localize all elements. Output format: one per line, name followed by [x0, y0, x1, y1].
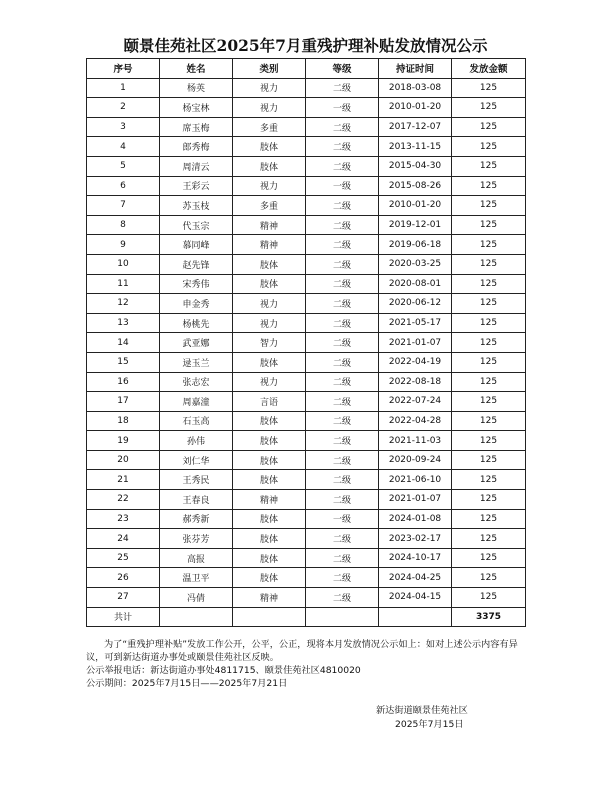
signature-org: 新达街道颐景佳苑社区 — [376, 705, 468, 716]
cell-category: 肢体 — [233, 431, 306, 451]
cell-index: 25 — [87, 548, 160, 568]
header-name: 姓名 — [160, 59, 233, 79]
cell-category: 视力 — [233, 294, 306, 314]
cell-index: 19 — [87, 431, 160, 451]
cell-index: 26 — [87, 568, 160, 588]
cell-amount: 125 — [452, 215, 526, 235]
cell-amount: 125 — [452, 588, 526, 608]
cell-name: 周嘉潼 — [160, 392, 233, 412]
cell-amount: 125 — [452, 254, 526, 274]
cell-name: 代玉宗 — [160, 215, 233, 235]
cell-index: 9 — [87, 235, 160, 255]
cell-name: 赵先锋 — [160, 254, 233, 274]
cell-name: 席玉梅 — [160, 117, 233, 137]
cell-category: 精神 — [233, 490, 306, 510]
cell-index: 17 — [87, 392, 160, 412]
table-row — [87, 431, 526, 451]
cell-certificate-date: 2018-03-08 — [379, 78, 452, 98]
cell-index: 6 — [87, 176, 160, 196]
cell-certificate-date: 2022-04-19 — [379, 352, 452, 372]
table-row — [87, 235, 526, 255]
table-row — [87, 411, 526, 431]
cell-grade: 二级 — [306, 235, 379, 255]
cell-name: 郎秀梅 — [160, 137, 233, 157]
cell-amount: 125 — [452, 294, 526, 314]
cell-amount: 125 — [452, 117, 526, 137]
table-header-row — [87, 59, 526, 79]
cell-grade: 二级 — [306, 392, 379, 412]
notice-period: 公示期间：2025年7月15日——2025年7月21日 — [86, 678, 288, 689]
cell-grade: 二级 — [306, 568, 379, 588]
cell-grade: 二级 — [306, 411, 379, 431]
cell-amount: 125 — [452, 176, 526, 196]
cell-category: 多重 — [233, 117, 306, 137]
cell-grade: 二级 — [306, 313, 379, 333]
table-row — [87, 470, 526, 490]
cell-category: 肢体 — [233, 274, 306, 294]
cell-index: 24 — [87, 529, 160, 549]
cell-name: 宋秀伟 — [160, 274, 233, 294]
cell-certificate-date: 2020-06-12 — [379, 294, 452, 314]
table-row — [87, 137, 526, 157]
cell-amount: 125 — [452, 470, 526, 490]
cell-index: 11 — [87, 274, 160, 294]
cell-certificate-date: 2022-07-24 — [379, 392, 452, 412]
cell-grade: 二级 — [306, 196, 379, 216]
cell-index: 16 — [87, 372, 160, 392]
cell-category: 肢体 — [233, 568, 306, 588]
cell-amount: 125 — [452, 392, 526, 412]
cell-certificate-date: 2015-08-26 — [379, 176, 452, 196]
cell-certificate-date: 2024-04-25 — [379, 568, 452, 588]
table-row — [87, 529, 526, 549]
cell-amount: 125 — [452, 98, 526, 118]
cell-certificate-date: 2021-11-03 — [379, 431, 452, 451]
cell-certificate-date: 2021-06-10 — [379, 470, 452, 490]
cell-category: 言语 — [233, 392, 306, 412]
cell-category: 视力 — [233, 372, 306, 392]
total-empty-cell — [306, 607, 379, 627]
table-row — [87, 196, 526, 216]
cell-category: 肢体 — [233, 548, 306, 568]
cell-name: 张志宏 — [160, 372, 233, 392]
cell-index: 8 — [87, 215, 160, 235]
cell-grade: 二级 — [306, 156, 379, 176]
cell-grade: 一级 — [306, 509, 379, 529]
cell-name: 张芬芳 — [160, 529, 233, 549]
cell-index: 12 — [87, 294, 160, 314]
table-row — [87, 294, 526, 314]
notice-paragraph: 为了“重残护理补贴”发放工作公开，公平，公正，现将本月发放情况公示如上：如对上述公示内容有异议，可到新达街道办事处或颐景佳苑社区反映。 — [86, 639, 518, 663]
cell-grade: 二级 — [306, 450, 379, 470]
table-body — [87, 78, 526, 627]
cell-certificate-date: 2021-01-07 — [379, 333, 452, 353]
table-row — [87, 392, 526, 412]
table-row — [87, 333, 526, 353]
notice-text — [86, 638, 526, 690]
cell-category: 视力 — [233, 313, 306, 333]
cell-certificate-date: 2024-10-17 — [379, 548, 452, 568]
header-certificate-date: 持证时间 — [379, 59, 452, 79]
total-amount: 3375 — [452, 607, 526, 627]
cell-index: 3 — [87, 117, 160, 137]
cell-grade: 二级 — [306, 548, 379, 568]
table-row — [87, 117, 526, 137]
cell-name: 苏玉枝 — [160, 196, 233, 216]
header-category: 类别 — [233, 59, 306, 79]
table-row — [87, 509, 526, 529]
table-row — [87, 352, 526, 372]
cell-index: 13 — [87, 313, 160, 333]
cell-certificate-date: 2019-12-01 — [379, 215, 452, 235]
cell-grade: 二级 — [306, 333, 379, 353]
cell-amount: 125 — [452, 313, 526, 333]
cell-grade: 二级 — [306, 470, 379, 490]
cell-name: 周清云 — [160, 156, 233, 176]
cell-amount: 125 — [452, 352, 526, 372]
table-row — [87, 254, 526, 274]
cell-grade: 二级 — [306, 372, 379, 392]
total-label: 共计 — [87, 607, 160, 627]
header-index: 序号 — [87, 59, 160, 79]
cell-category: 肢体 — [233, 156, 306, 176]
cell-category: 肢体 — [233, 137, 306, 157]
table-row — [87, 548, 526, 568]
table-row — [87, 490, 526, 510]
cell-grade: 二级 — [306, 352, 379, 372]
cell-index: 4 — [87, 137, 160, 157]
cell-amount: 125 — [452, 548, 526, 568]
cell-category: 肢体 — [233, 352, 306, 372]
cell-grade: 二级 — [306, 137, 379, 157]
cell-grade: 二级 — [306, 588, 379, 608]
cell-grade: 二级 — [306, 294, 379, 314]
cell-index: 14 — [87, 333, 160, 353]
cell-name: 高报 — [160, 548, 233, 568]
cell-grade: 二级 — [306, 431, 379, 451]
header-amount: 发放金额 — [452, 59, 526, 79]
cell-amount: 125 — [452, 411, 526, 431]
cell-index: 15 — [87, 352, 160, 372]
cell-category: 肢体 — [233, 529, 306, 549]
cell-certificate-date: 2022-04-28 — [379, 411, 452, 431]
table-row — [87, 588, 526, 608]
cell-certificate-date: 2020-09-24 — [379, 450, 452, 470]
cell-index: 20 — [87, 450, 160, 470]
cell-certificate-date: 2019-06-18 — [379, 235, 452, 255]
cell-name: 孙伟 — [160, 431, 233, 451]
cell-category: 精神 — [233, 588, 306, 608]
signature-date: 2025年7月15日 — [395, 719, 464, 730]
cell-name: 温卫平 — [160, 568, 233, 588]
cell-certificate-date: 2010-01-20 — [379, 98, 452, 118]
cell-amount: 125 — [452, 568, 526, 588]
cell-category: 精神 — [233, 215, 306, 235]
cell-certificate-date: 2015-04-30 — [379, 156, 452, 176]
cell-name: 杨桃先 — [160, 313, 233, 333]
cell-certificate-date: 2024-04-15 — [379, 588, 452, 608]
cell-amount: 125 — [452, 509, 526, 529]
cell-amount: 125 — [452, 372, 526, 392]
total-empty-cell — [233, 607, 306, 627]
cell-amount: 125 — [452, 78, 526, 98]
cell-grade: 二级 — [306, 215, 379, 235]
cell-index: 1 — [87, 78, 160, 98]
cell-category: 视力 — [233, 98, 306, 118]
cell-category: 肢体 — [233, 254, 306, 274]
cell-name: 申金秀 — [160, 294, 233, 314]
cell-amount: 125 — [452, 450, 526, 470]
total-empty-cell — [379, 607, 452, 627]
cell-name: 冯倩 — [160, 588, 233, 608]
cell-name: 郝秀新 — [160, 509, 233, 529]
cell-index: 18 — [87, 411, 160, 431]
cell-grade: 二级 — [306, 274, 379, 294]
cell-name: 石玉高 — [160, 411, 233, 431]
cell-index: 5 — [87, 156, 160, 176]
signature-block — [376, 704, 468, 732]
cell-category: 精神 — [233, 235, 306, 255]
cell-index: 27 — [87, 588, 160, 608]
table-row — [87, 274, 526, 294]
cell-index: 7 — [87, 196, 160, 216]
cell-grade: 一级 — [306, 176, 379, 196]
table-row — [87, 78, 526, 98]
cell-certificate-date: 2024-01-08 — [379, 509, 452, 529]
cell-amount: 125 — [452, 235, 526, 255]
cell-grade: 二级 — [306, 254, 379, 274]
cell-index: 10 — [87, 254, 160, 274]
cell-name: 武亚娜 — [160, 333, 233, 353]
report-phone: 公示举报电话：新达街道办事处4811715、颐景佳苑社区4810020 — [86, 665, 361, 676]
cell-name: 杨英 — [160, 78, 233, 98]
table-row — [87, 98, 526, 118]
table-row — [87, 450, 526, 470]
cell-category: 智力 — [233, 333, 306, 353]
cell-certificate-date: 2013-11-15 — [379, 137, 452, 157]
cell-name: 逯玉兰 — [160, 352, 233, 372]
cell-name: 王秀民 — [160, 470, 233, 490]
cell-amount: 125 — [452, 490, 526, 510]
cell-grade: 二级 — [306, 78, 379, 98]
total-row — [87, 607, 526, 627]
cell-certificate-date: 2022-08-18 — [379, 372, 452, 392]
cell-certificate-date: 2021-01-07 — [379, 490, 452, 510]
cell-category: 肢体 — [233, 509, 306, 529]
cell-certificate-date: 2023-02-17 — [379, 529, 452, 549]
cell-certificate-date: 2010-01-20 — [379, 196, 452, 216]
cell-amount: 125 — [452, 137, 526, 157]
cell-category: 视力 — [233, 78, 306, 98]
cell-category: 肢体 — [233, 450, 306, 470]
cell-index: 23 — [87, 509, 160, 529]
cell-grade: 一级 — [306, 98, 379, 118]
cell-certificate-date: 2020-03-25 — [379, 254, 452, 274]
cell-category: 肢体 — [233, 411, 306, 431]
cell-index: 22 — [87, 490, 160, 510]
cell-index: 21 — [87, 470, 160, 490]
table-row — [87, 372, 526, 392]
cell-name: 慕同峰 — [160, 235, 233, 255]
cell-grade: 二级 — [306, 529, 379, 549]
cell-category: 多重 — [233, 196, 306, 216]
subsidy-table — [86, 58, 526, 627]
cell-amount: 125 — [452, 431, 526, 451]
cell-index: 2 — [87, 98, 160, 118]
table-row — [87, 156, 526, 176]
header-grade: 等级 — [306, 59, 379, 79]
total-empty-cell — [160, 607, 233, 627]
cell-grade: 二级 — [306, 117, 379, 137]
cell-category: 肢体 — [233, 470, 306, 490]
cell-amount: 125 — [452, 333, 526, 353]
cell-name: 王彩云 — [160, 176, 233, 196]
cell-amount: 125 — [452, 274, 526, 294]
cell-grade: 二级 — [306, 490, 379, 510]
cell-certificate-date: 2020-08-01 — [379, 274, 452, 294]
cell-name: 刘仁华 — [160, 450, 233, 470]
page-title: 颐景佳苑社区2025年7月重残护理补贴发放情况公示 — [123, 36, 488, 55]
cell-amount: 125 — [452, 529, 526, 549]
table-row — [87, 568, 526, 588]
table-row — [87, 215, 526, 235]
table-row — [87, 176, 526, 196]
cell-amount: 125 — [452, 196, 526, 216]
cell-name: 杨宝林 — [160, 98, 233, 118]
cell-category: 视力 — [233, 176, 306, 196]
cell-certificate-date: 2021-05-17 — [379, 313, 452, 333]
cell-name: 王春良 — [160, 490, 233, 510]
cell-certificate-date: 2017-12-07 — [379, 117, 452, 137]
cell-amount: 125 — [452, 156, 526, 176]
table-row — [87, 313, 526, 333]
